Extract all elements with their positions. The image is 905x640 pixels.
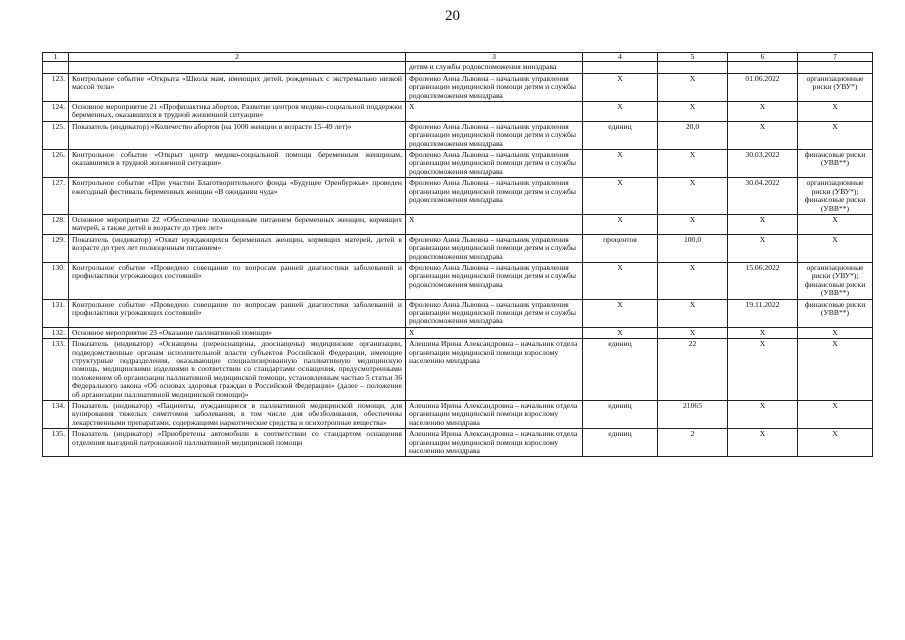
responsible-person: Фроленко Анна Львовна – начальник управления организации медицинской помощи детям и службы родовспоможения минздрава — [406, 234, 583, 262]
table-row — [43, 62, 873, 73]
unit-of-measure: Х — [583, 178, 658, 215]
unit-of-measure: Х — [583, 214, 658, 234]
unit-of-measure: единиц — [583, 121, 658, 149]
row-number: 132. — [43, 327, 69, 338]
row-number: 125. — [43, 121, 69, 149]
column-header: 7 — [798, 53, 873, 62]
planned-value — [658, 62, 728, 73]
item-description: Показатель (индикатор) «Количество абортов (на 1000 женщин в возрасте 15–49 лет)» — [69, 121, 406, 149]
item-description: Показатель (индикатор) «Охват нуждающихся беременных женщин, кормящих матерей, детей в возрасте до трех лет полноценным питанием» — [69, 234, 406, 262]
due-date: Х — [728, 102, 798, 122]
responsible-person: детям и службы родовспоможения минздрава — [406, 62, 583, 73]
row-number: 124. — [43, 102, 69, 122]
item-description: Основное мероприятие 22 «Обеспечение полноценным питанием беременных женщин, кормящих матерей, а также детей в возрасте до трех лет» — [69, 214, 406, 234]
program-table — [42, 52, 873, 457]
item-description: Контрольное событие «При участии Благотворительного фонда «Будущее Оренбуржья» проведен ежегодный фестиваль беременных женщин «В ожидании чуда» — [69, 178, 406, 215]
due-date: 30.04.2022 — [728, 178, 798, 215]
due-date — [728, 62, 798, 73]
risk-type: организационные риски (УВУ*); финансовые риски (УВВ**) — [798, 262, 873, 299]
risk-type: Х — [798, 234, 873, 262]
item-description — [69, 62, 406, 73]
planned-value: Х — [658, 102, 728, 122]
due-date: 19.11.2022 — [728, 299, 798, 327]
unit-of-measure: Х — [583, 73, 658, 101]
planned-value: Х — [658, 327, 728, 338]
responsible-person: Фроленко Анна Львовна – начальник управления организации медицинской помощи детям и службы родовспоможения минздрава — [406, 178, 583, 215]
table-row — [43, 327, 873, 338]
unit-of-measure: единиц — [583, 429, 658, 457]
unit-of-measure: процентов — [583, 234, 658, 262]
table-row — [43, 262, 873, 299]
item-description: Показатель (индикатор) «Приобретены автомобили в соответствии со стандартом оснащения отделения выездной патронажной паллиативной медицинской помощи — [69, 429, 406, 457]
risk-type: финансовые риски (УВВ**) — [798, 299, 873, 327]
row-number: 134. — [43, 401, 69, 429]
responsible-person: Алешина Ирина Александровна – начальник отдела организации медицинской помощи взрослому населению минздрава — [406, 429, 583, 457]
row-number — [43, 62, 69, 73]
column-header: 3 — [406, 53, 583, 62]
planned-value: 20,0 — [658, 121, 728, 149]
table-row — [43, 73, 873, 101]
responsible-person: Фроленко Анна Львовна – начальник управления организации медицинской помощи детям и службы родовспоможения минздрава — [406, 299, 583, 327]
planned-value: 22 — [658, 339, 728, 401]
risk-type: Х — [798, 429, 873, 457]
unit-of-measure: Х — [583, 327, 658, 338]
risk-type: организационные риски (УВУ*); финансовые риски (УВВ**) — [798, 178, 873, 215]
item-description: Основное мероприятие 23 «Оказание паллиативной помощи» — [69, 327, 406, 338]
table-row — [43, 299, 873, 327]
row-number: 133. — [43, 339, 69, 401]
due-date: Х — [728, 339, 798, 401]
due-date: Х — [728, 327, 798, 338]
unit-of-measure: Х — [583, 262, 658, 299]
planned-value: 21065 — [658, 401, 728, 429]
item-description: Показатель (индикатор) «Оснащены (переоснащены, дооснащены) медицинские организации, подведомственные органам исполнительной власти субъектов Российской Федерации, имеющие структурные подразделения, оказывающие специализированную паллиативную медицинскую помощь, медицинскими изделиями в соответствии со стандартами оснащения, предусмотренными положением об организации паллиативной медицинской помощи, установленным частью 5 статьи 36 Федерального закона «Об основах здоровья граждан в Российской Федерации» (далее – положение об организации паллиативной медицинской помощи)» — [69, 339, 406, 401]
planned-value: Х — [658, 214, 728, 234]
column-header: 6 — [728, 53, 798, 62]
table-row — [43, 102, 873, 122]
column-header: 1 — [43, 53, 69, 62]
row-number: 127. — [43, 178, 69, 215]
risk-type: финансовые риски (УВВ**) — [798, 150, 873, 178]
table-row — [43, 401, 873, 429]
column-header: 5 — [658, 53, 728, 62]
risk-type: организационные риски (УВУ*) — [798, 73, 873, 101]
planned-value: 100,0 — [658, 234, 728, 262]
page-number: 20 — [445, 8, 460, 24]
table-row — [43, 214, 873, 234]
column-header: 2 — [69, 53, 406, 62]
unit-of-measure: Х — [583, 299, 658, 327]
due-date: Х — [728, 429, 798, 457]
row-number: 126. — [43, 150, 69, 178]
risk-type: Х — [798, 327, 873, 338]
risk-type: Х — [798, 214, 873, 234]
unit-of-measure: Х — [583, 102, 658, 122]
planned-value: Х — [658, 178, 728, 215]
item-description: Показатель (индикатор) «Пациенты, нуждающиеся в паллиативной медицинской помощи, для купирования тяжелых симптомов заболевания, в том числе для обезболивания, обеспечены лекарственными препаратами, содержащими наркотические средства и психотропные вещества» — [69, 401, 406, 429]
responsible-person: Х — [406, 327, 583, 338]
row-number: 123. — [43, 73, 69, 101]
responsible-person: Алешина Ирина Александровна – начальник отдела организации медицинской помощи взрослому населению минздрава — [406, 401, 583, 429]
row-number: 135. — [43, 429, 69, 457]
item-description: Контрольное событие «Открыта «Школа мам, имеющих детей, рожденных с экстремально низкой массой тела» — [69, 73, 406, 101]
unit-of-measure: Х — [583, 150, 658, 178]
row-number: 130. — [43, 262, 69, 299]
responsible-person: Х — [406, 214, 583, 234]
item-description: Контрольное событие «Проведено совещание по вопросам ранней диагностики заболеваний и профилактики угрожающих состояний» — [69, 262, 406, 299]
table-row — [43, 121, 873, 149]
item-description: Основное мероприятие 21 «Профилактика абортов. Развитие центров медико-социальной поддержки беременных, оказавшихся в трудной жизненной ситуации» — [69, 102, 406, 122]
planned-value: Х — [658, 299, 728, 327]
table-row — [43, 178, 873, 215]
responsible-person: Фроленко Анна Львовна – начальник управления организации медицинской помощи детям и службы родовспоможения минздрава — [406, 121, 583, 149]
unit-of-measure — [583, 62, 658, 73]
row-number: 131. — [43, 299, 69, 327]
risk-type: Х — [798, 121, 873, 149]
due-date: 15.06.2022 — [728, 262, 798, 299]
responsible-person: Фроленко Анна Львовна – начальник управления организации медицинской помощи детям и службы родовспоможения минздрава — [406, 150, 583, 178]
unit-of-measure: единиц — [583, 339, 658, 401]
row-number: 129. — [43, 234, 69, 262]
risk-type: Х — [798, 401, 873, 429]
item-description: Контрольное событие «Проведено совещание по вопросам ранней диагностики заболеваний и профилактики угрожающих состояний» — [69, 299, 406, 327]
planned-value: Х — [658, 150, 728, 178]
due-date: Х — [728, 234, 798, 262]
item-description: Контрольное событие «Открыт центр медико-социальной помощи беременным женщинам, оказавшимся в трудной жизненной ситуации» — [69, 150, 406, 178]
risk-type: Х — [798, 102, 873, 122]
table-row — [43, 150, 873, 178]
responsible-person: Фроленко Анна Львовна – начальник управления организации медицинской помощи детям и службы родовспоможения минздрава — [406, 73, 583, 101]
planned-value: Х — [658, 73, 728, 101]
responsible-person: Алешина Ирина Александровна – начальник отдела организации медицинской помощи взрослому населению минздрава — [406, 339, 583, 401]
column-header: 4 — [583, 53, 658, 62]
due-date: Х — [728, 401, 798, 429]
table-header-row — [43, 53, 873, 62]
table-row — [43, 429, 873, 457]
due-date: 01.06.2022 — [728, 73, 798, 101]
responsible-person: Х — [406, 102, 583, 122]
unit-of-measure: единиц — [583, 401, 658, 429]
due-date: Х — [728, 214, 798, 234]
table-row — [43, 234, 873, 262]
risk-type — [798, 62, 873, 73]
row-number: 128. — [43, 214, 69, 234]
due-date: 30.03.2022 — [728, 150, 798, 178]
responsible-person: Фроленко Анна Львовна – начальник управления организации медицинской помощи детям и службы родовспоможения минздрава — [406, 262, 583, 299]
table-row — [43, 339, 873, 401]
planned-value: 2 — [658, 429, 728, 457]
planned-value: Х — [658, 262, 728, 299]
risk-type: Х — [798, 339, 873, 401]
due-date: Х — [728, 121, 798, 149]
